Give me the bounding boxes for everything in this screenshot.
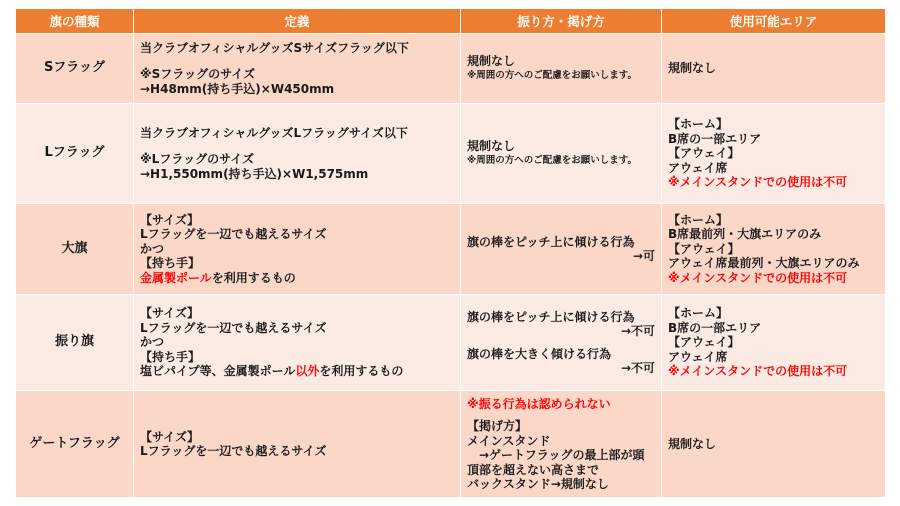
definition-line: Lフラッグを一辺でも越えるサイズ [140,227,327,242]
definition-cell [134,104,461,204]
definition-text: を利用するもの [211,270,296,285]
definition-cell [134,34,461,104]
definition-line: Lフラッグを一辺でも越えるサイズ [140,444,327,458]
definition-line: Lフラッグを一辺でも越えるサイズ [140,320,327,335]
flag-name: Sフラッグ [16,34,134,104]
method-warning: ※振る行為は認められない [467,396,611,411]
definition-line: →H48mm(持ち手込)×W450mm [140,81,335,96]
flag-rules-table-wrapper [15,8,885,498]
method-note: ※周囲の方へのご配慮をお願いします。 [467,154,637,166]
area-line: 規制なし [668,61,717,76]
area-warning: ※メインスタンドでの使用は不可 [668,175,848,190]
definition-text: 塩ビパイプ等、金属製ポール [140,364,296,379]
area-warning: ※メインスタンドでの使用は不可 [668,364,848,379]
definition-line [140,271,454,286]
table-row [16,104,886,204]
area-cell [662,391,886,498]
flag-name: 大旗 [16,204,134,295]
area-line: B席の一部エリア [668,131,762,146]
method-cell [461,34,662,104]
method-line: 頂部を超えない高さまで [467,462,600,477]
method-line: メインスタンド [467,433,551,448]
flag-name: Lフラッグ [16,104,134,204]
table-row [16,204,886,295]
area-line: 【ホーム】 [668,212,729,227]
definition-line: 【サイズ】 [140,212,200,227]
area-line: 【アウェイ】 [668,146,740,161]
flag-name: 振り旗 [16,295,134,391]
header-area: 使用可能エリア [662,9,886,34]
method-line: 旗の棒をピッチ上に傾ける行為 [467,309,635,324]
table-row [16,391,886,498]
method-cell [461,104,662,204]
method-result: →可 [632,249,655,263]
area-line: 【アウェイ】 [668,335,740,350]
area-line: 規制なし [668,436,717,451]
area-line: アウェイ席 [668,349,728,364]
flag-rules-table [15,8,886,498]
definition-text: を利用するもの [319,364,404,379]
area-line: B席の一部エリア [668,320,762,335]
table-row [16,34,886,104]
definition-cell [134,391,461,498]
method-result: →不可 [620,324,655,338]
method-note: ※周囲の方へのご配慮をお願いします。 [467,69,637,81]
method-line: 旗の棒を大きく傾ける行為 [467,346,612,361]
highlight-text: 以外 [295,364,320,379]
flag-name: ゲートフラッグ [16,391,134,498]
method-line: →ゲートフラッグの最上部が頭 [479,448,645,462]
definition-line: ※Sフラッグのサイズ [140,67,256,82]
definition-line: 【サイズ】 [140,429,200,444]
method-line: 規制なし [467,54,516,68]
area-cell [662,34,886,104]
definition-line [140,364,454,379]
definition-line: ※Lフラッグのサイズ [140,152,255,167]
method-cell [461,295,662,391]
area-line: B席最前列・大旗エリアのみ [668,227,822,242]
definition-line: かつ [140,241,165,256]
definition-cell [134,295,461,391]
header-method: 振り方・掲げ方 [461,9,662,34]
method-line: バックスタンド→規制なし [467,477,609,491]
header-definition: 定義 [134,9,461,34]
area-line: アウェイ席 [668,160,728,175]
definition-line: →H1,550mm(持ち手込)×W1,575mm [140,166,369,181]
area-line: 【アウェイ】 [668,241,740,256]
area-warning: ※メインスタンドでの使用は不可 [668,270,848,285]
area-line: 【ホーム】 [668,306,729,321]
highlight-text: 金属製ポール [140,270,212,285]
method-line: 【掲げ方】 [467,419,528,433]
area-cell [662,104,886,204]
definition-line: 当クラブオフィシャルグッズSサイズフラッグ以下 [140,40,409,55]
definition-line: 【サイズ】 [140,306,200,321]
table-header-row [16,9,886,34]
table-row [16,295,886,391]
method-cell [461,391,662,498]
method-cell [461,204,662,295]
area-cell [662,295,886,391]
area-cell [662,204,886,295]
method-line: 旗の棒をピッチ上に傾ける行為 [467,234,635,249]
header-flag-type: 旗の種類 [16,9,134,34]
method-result: →不可 [620,361,655,375]
definition-line: 当クラブオフィシャルグッズLフラッグサイズ以下 [140,125,408,140]
area-line: 【ホーム】 [668,117,729,132]
definition-line: 【持ち手】 [140,256,201,271]
definition-line: 【持ち手】 [140,349,201,364]
definition-cell [134,204,461,295]
definition-line: かつ [140,335,165,350]
area-line: アウェイ席最前列・大旗エリアのみ [668,256,860,271]
method-line: 規制なし [467,139,516,153]
